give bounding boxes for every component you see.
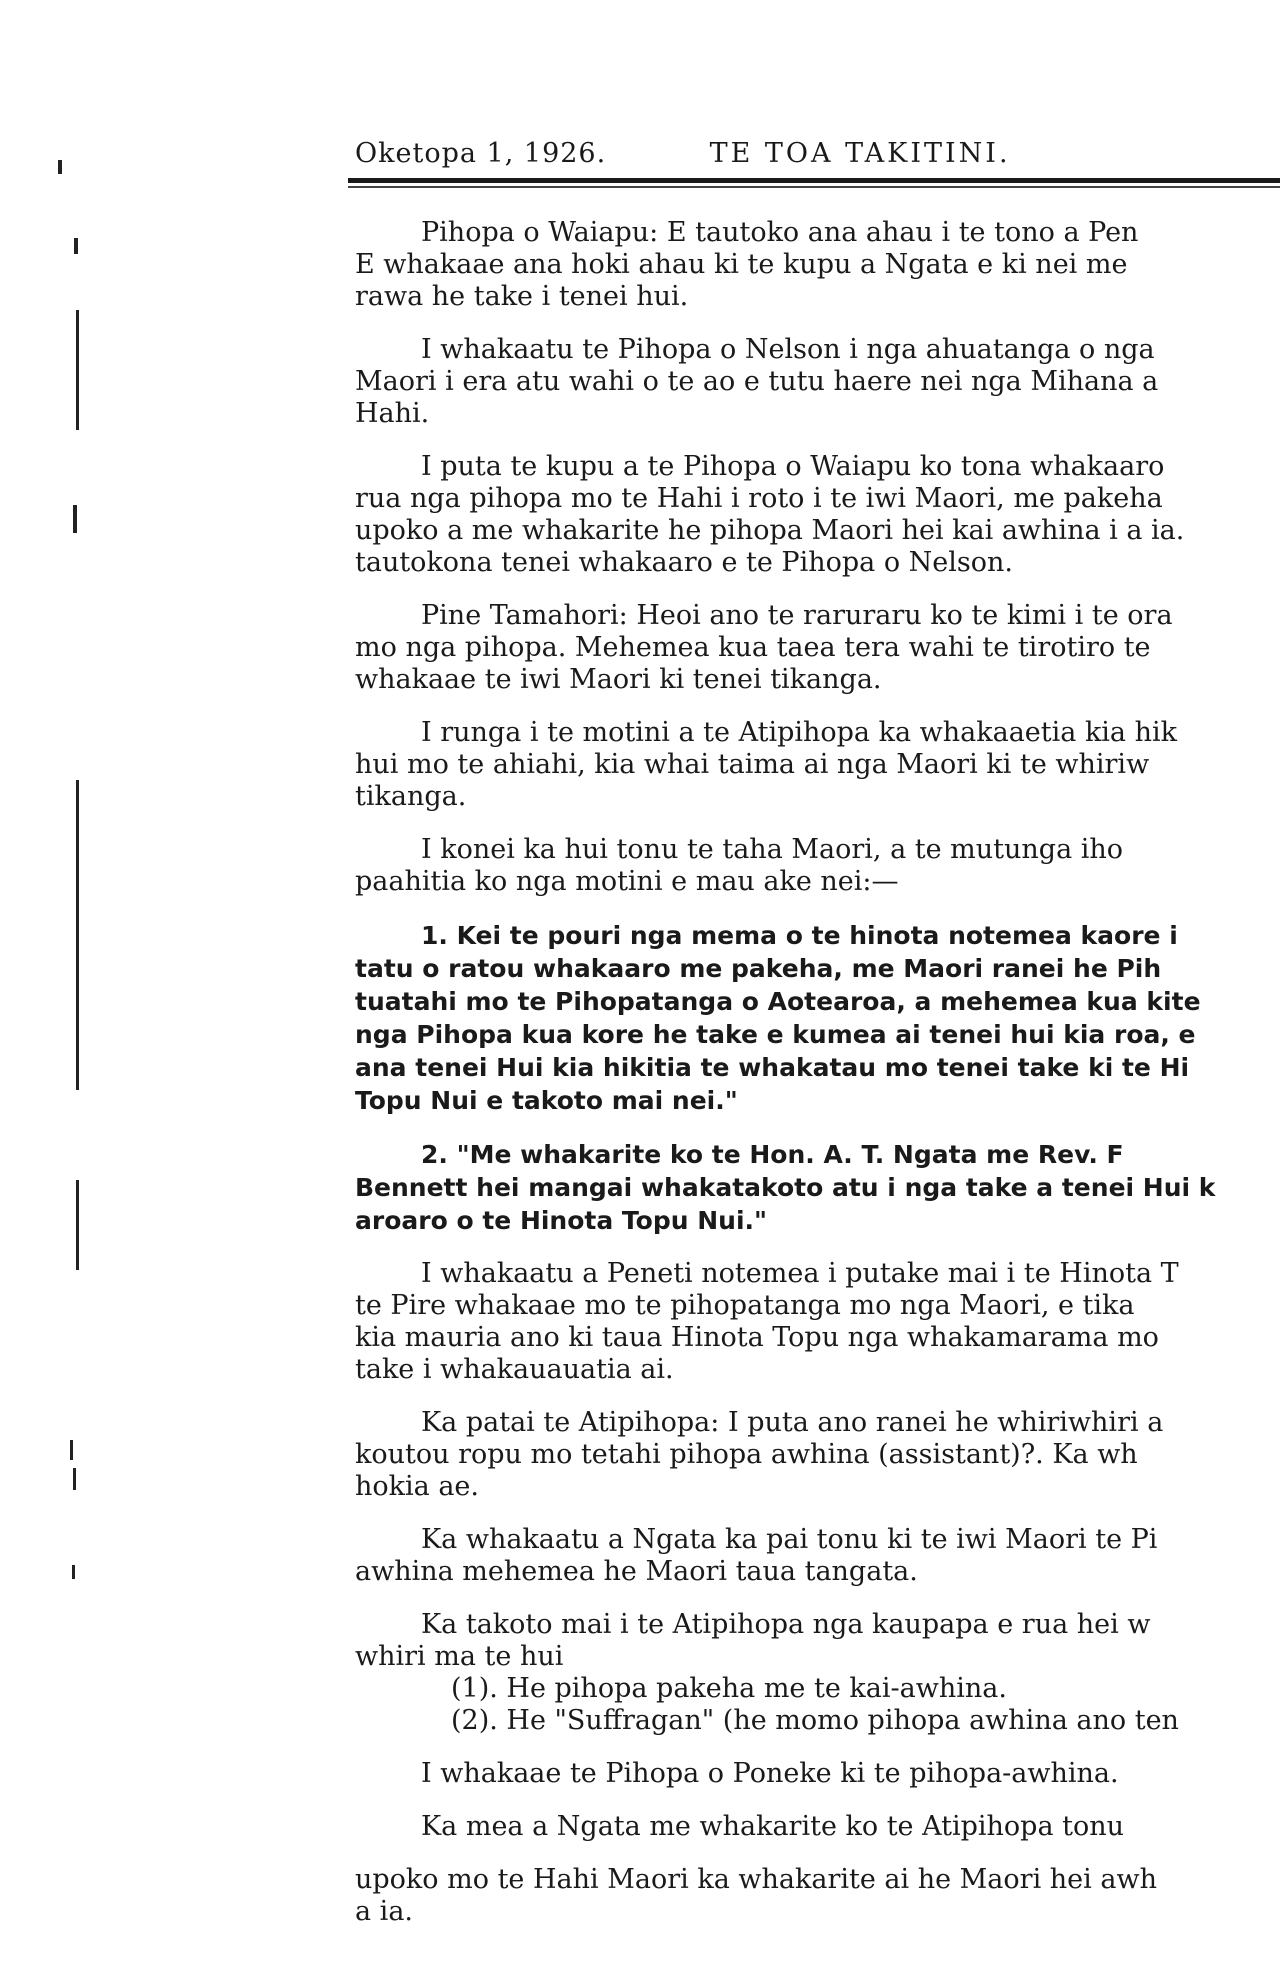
- margin-mark: [73, 1468, 76, 1490]
- paragraph: [355, 717, 1280, 813]
- text-line: nga Pihopa kua kore he take e kumea ai tenei hui kia roa, e: [355, 1020, 1196, 1049]
- text-line: tautokona tenei whakaaro e te Pihopa o Nelson.: [355, 547, 1013, 578]
- text-line: Maori i era atu wahi o te ao e tutu haere nei nga Mihana a: [355, 366, 1159, 397]
- header-title: TE TOA TAKITINI.: [709, 138, 1011, 169]
- article-body: [355, 205, 1280, 1949]
- text-line: Pihopa o Waiapu: E tautoko ana ahau i te tono a Pen: [421, 217, 1139, 248]
- text-line: Ka takoto mai i te Atipihopa nga kaupapa e rua hei w: [421, 1609, 1151, 1640]
- text-line: Topu Nui e takoto mai nei.": [355, 1086, 738, 1115]
- text-line: paahitia ko nga motini e mau ake nei:—: [355, 866, 899, 897]
- margin-mark: [70, 1440, 73, 1460]
- text-line: a ia.: [355, 1896, 413, 1927]
- page-header: [355, 138, 1280, 169]
- paragraph: [355, 451, 1280, 579]
- text-line: whakaae te iwi Maori ki tenei tikanga.: [355, 664, 882, 695]
- paragraph: [355, 1524, 1280, 1588]
- text-line: I puta te kupu a te Pihopa o Waiapu ko tona whakaaro: [421, 451, 1165, 482]
- text-line: Bennett hei mangai whakatakoto atu i nga take a tenei Hui k: [355, 1173, 1216, 1202]
- text-line: Hahi.: [355, 398, 430, 429]
- text-line: take i whakauauatia ai.: [355, 1354, 674, 1385]
- text-line: I runga i te motini a te Atipihopa ka whakaaetia kia hik: [421, 717, 1177, 748]
- paragraph: [355, 600, 1280, 696]
- paragraph: [355, 334, 1280, 430]
- text-line: aroaro o te Hinota Topu Nui.": [355, 1206, 768, 1235]
- text-line: I whakaatu a Peneti notemea i putake mai i te Hinota T: [421, 1258, 1179, 1289]
- margin-mark: [58, 160, 62, 174]
- text-line: 2. "Me whakarite ko te Hon. A. T. Ngata me Rev. F: [421, 1140, 1124, 1169]
- motion-2: [355, 1138, 1280, 1237]
- text-line: upoko a me whakarite he pihopa Maori hei kai awhina i a ia.: [355, 515, 1185, 546]
- text-line: upoko mo te Hahi Maori ka whakarite ai he Maori hei awh: [355, 1864, 1157, 1895]
- margin-mark: [72, 1565, 75, 1579]
- text-line: Pine Tamahori: Heoi ano te raruraru ko te kimi i te ora: [421, 600, 1173, 631]
- text-line: Ka mea a Ngata me whakarite ko te Atipihopa tonu: [421, 1811, 1125, 1842]
- list-item: (1). He pihopa pakeha me te kai-awhina.: [451, 1673, 1007, 1704]
- header-rule-thin: [348, 186, 1280, 188]
- list-item: (2). He "Suffragan" (he momo pihopa awhina ano ten: [451, 1705, 1179, 1736]
- text-line: I konei ka hui tonu te taha Maori, a te mutunga iho: [421, 834, 1124, 865]
- text-line: tatu o ratou whakaaro me pakeha, me Maori ranei he Pih: [355, 954, 1162, 983]
- text-line: hui mo te ahiahi, kia whai taima ai nga Maori ki te whiriw: [355, 749, 1150, 780]
- paragraph: [355, 1758, 1280, 1790]
- header-date: Oketopa 1, 1926.: [355, 138, 607, 169]
- margin-mark: [73, 505, 77, 533]
- margin-mark: [76, 310, 79, 430]
- text-line: tikanga.: [355, 781, 467, 812]
- text-line: 1. Kei te pouri nga mema o te hinota notemea kaore i: [421, 921, 1178, 950]
- margin-mark: [76, 1180, 79, 1270]
- text-line: hokia ae.: [355, 1471, 479, 1502]
- paragraph: [355, 1258, 1280, 1386]
- paragraph: [355, 1609, 1280, 1737]
- motion-1: [355, 919, 1280, 1117]
- text-line: kia mauria ano ki taua Hinota Topu nga whakamarama mo: [355, 1322, 1159, 1353]
- paragraph: [355, 1864, 1280, 1928]
- paragraph: [355, 1407, 1280, 1503]
- header-rule: [348, 178, 1280, 183]
- paragraph: [355, 834, 1280, 898]
- text-line: I whakaae te Pihopa o Poneke ki te pihopa-awhina.: [421, 1758, 1119, 1789]
- text-line: tuatahi mo te Pihopatanga o Aotearoa, a mehemea kua kite: [355, 987, 1201, 1016]
- text-line: rua nga pihopa mo te Hahi i roto i te iwi Maori, me pakeha: [355, 483, 1163, 514]
- text-line: Ka whakaatu a Ngata ka pai tonu ki te iwi Maori te Pi: [421, 1524, 1158, 1555]
- text-line: whiri ma te hui: [355, 1641, 564, 1672]
- margin-mark: [74, 238, 78, 254]
- margin-mark: [76, 930, 79, 1090]
- text-line: awhina mehemea he Maori taua tangata.: [355, 1556, 918, 1587]
- text-line: I whakaatu te Pihopa o Nelson i nga ahuatanga o nga: [421, 334, 1155, 365]
- paragraph: [355, 1811, 1280, 1843]
- text-line: rawa he take i tenei hui.: [355, 281, 689, 312]
- text-line: koutou ropu mo tetahi pihopa awhina (assistant)?. Ka wh: [355, 1439, 1138, 1470]
- margin-mark: [76, 780, 79, 930]
- text-line: ana tenei Hui kia hikitia te whakatau mo tenei take ki te Hi: [355, 1053, 1190, 1082]
- text-line: mo nga pihopa. Mehemea kua taea tera wahi te tirotiro te: [355, 632, 1151, 663]
- text-line: te Pire whakaae mo te pihopatanga mo nga Maori, e tika: [355, 1290, 1135, 1321]
- text-line: Ka patai te Atipihopa: I puta ano ranei he whiriwhiri a: [421, 1407, 1164, 1438]
- paragraph: [355, 217, 1280, 313]
- text-line: E whakaae ana hoki ahau ki te kupu a Ngata e ki nei me: [355, 249, 1128, 280]
- scan-margin-marks: [0, 0, 120, 1987]
